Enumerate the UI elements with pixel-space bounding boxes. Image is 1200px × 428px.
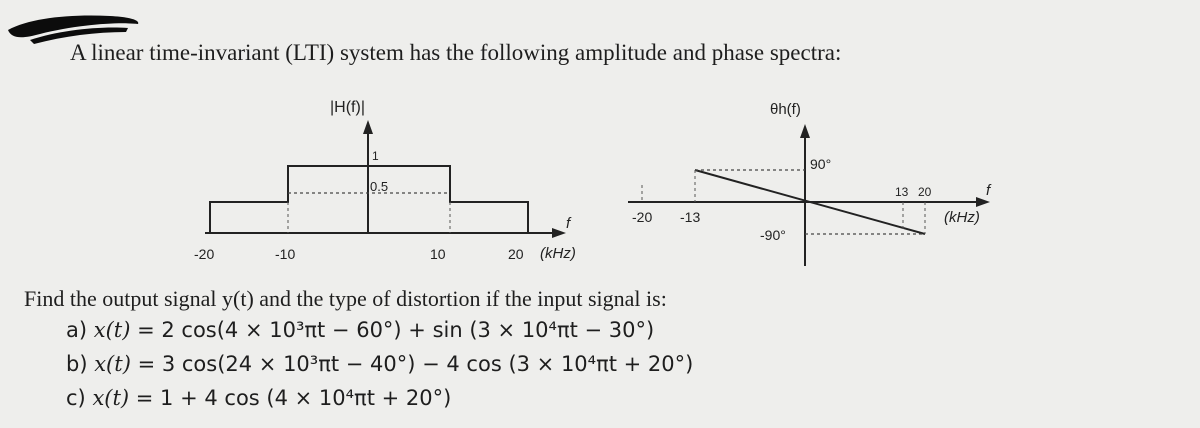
- phase-x-unit-label: (kHz): [944, 209, 980, 226]
- option-label: c): [66, 386, 86, 410]
- phase-tick-label: 13: [895, 185, 909, 199]
- amplitude-tick-label: 20: [508, 246, 524, 262]
- amplitude-spectrum-plot: [194, 99, 576, 262]
- phase-x-axis-label: f: [986, 182, 991, 199]
- amplitude-x-axis-arrow: [552, 228, 566, 238]
- option-equation: = 3 cos(24 × 10³πt − 40°) − 4 cos (3 × 10⁴πt + 20°): [130, 352, 694, 376]
- phase-level-pos-label: 90°: [810, 156, 832, 172]
- problem-intro: A linear time-invariant (LTI) system has the following amplitude and phase spectra:: [70, 40, 842, 65]
- option-label: a): [66, 318, 88, 342]
- option-equation: = 1 + 4 cos (4 × 10⁴πt + 20°): [129, 386, 452, 410]
- option-c: [66, 386, 451, 410]
- option-lhs: x(t): [93, 318, 131, 342]
- option-equation: = 2 cos(4 × 10³πt − 60°) + sin (3 × 10⁴πt − 30°): [130, 318, 655, 342]
- question-text: Find the output signal y(t) and the type of distortion if the input signal is:: [24, 286, 667, 311]
- option-b: [66, 352, 693, 376]
- amplitude-x-unit-label: (kHz): [540, 245, 576, 262]
- amplitude-tick-label: -10: [275, 246, 296, 262]
- phase-tick-label: -13: [680, 209, 701, 225]
- amplitude-x-axis-label: f: [566, 215, 571, 232]
- phase-spectrum-plot: [628, 101, 992, 266]
- phase-level-neg-label: -90°: [760, 227, 786, 243]
- option-label: b): [66, 352, 88, 376]
- amplitude-y-axis-label: |H(f)|: [330, 99, 365, 116]
- phase-tick-label: 20: [918, 185, 932, 199]
- phase-y-axis-arrow: [800, 124, 810, 138]
- amplitude-level-low-label: 0.5: [370, 179, 389, 194]
- phase-tick-label: -20: [632, 209, 653, 225]
- amplitude-tick-label: 10: [430, 246, 446, 262]
- option-a: [66, 318, 654, 342]
- amplitude-y-axis-arrow: [363, 120, 373, 134]
- amplitude-tick-label: -20: [194, 246, 215, 262]
- phase-y-axis-label: θh(f): [770, 101, 801, 118]
- option-lhs: x(t): [92, 386, 130, 410]
- option-lhs: x(t): [94, 352, 131, 376]
- amplitude-level-high-label: 1: [372, 149, 379, 163]
